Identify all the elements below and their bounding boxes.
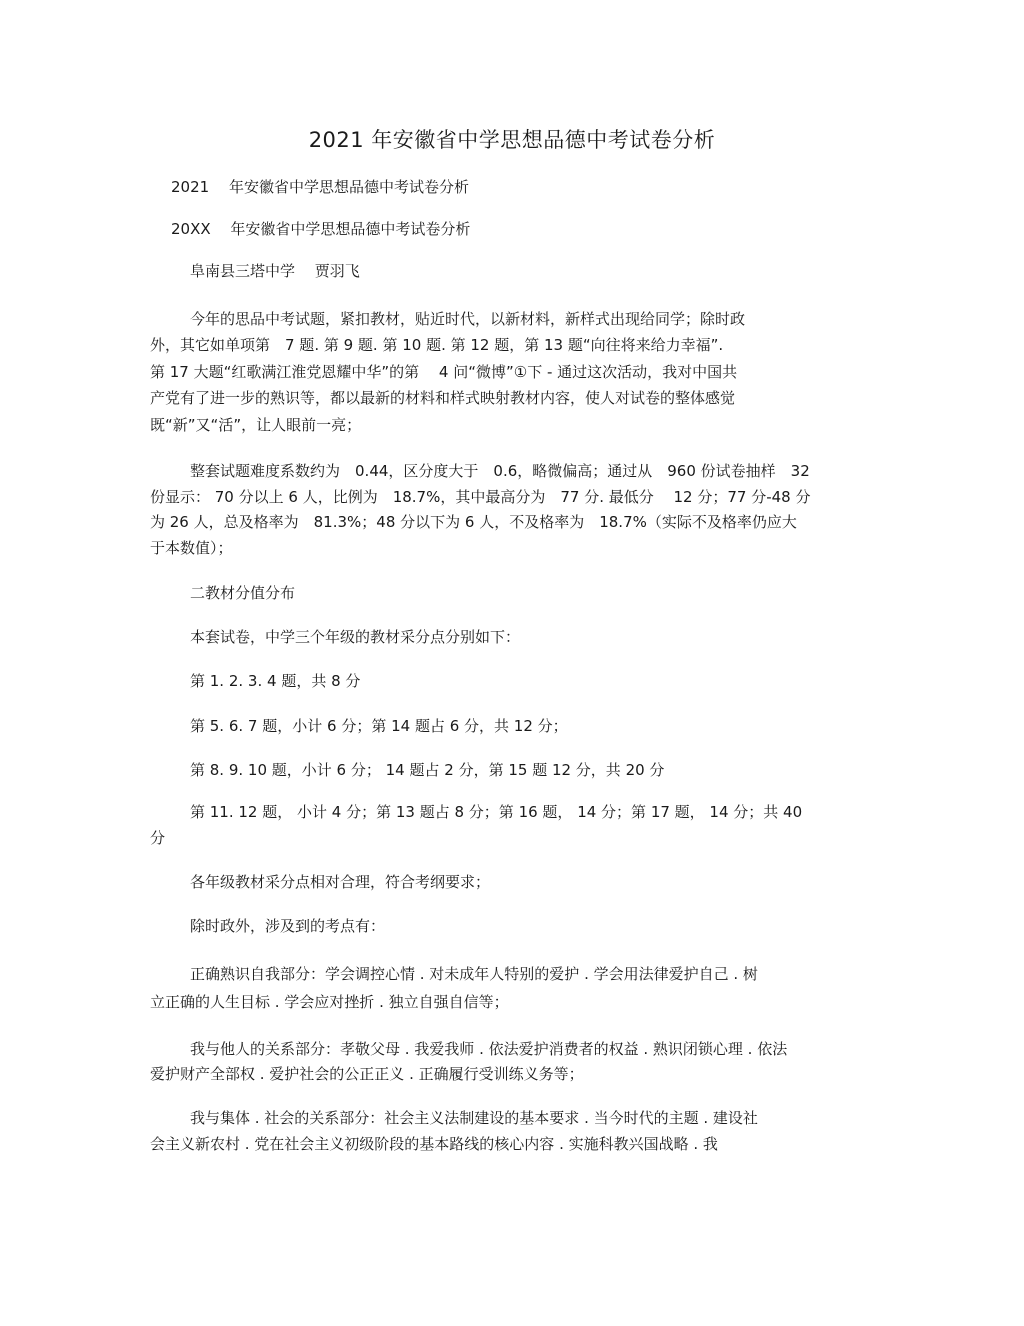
paragraph-line: 产党有了进一步的熟识等，都以最新的材料和样式映射教材内容，使人对试卷的整体感觉 <box>150 389 736 407</box>
paragraph-line: 外，其它如单项第 7 题. 第 9 题. 第 10 题. 第 12 题，第 13 题“向往将来给力幸福”. <box>150 336 724 354</box>
list-item: 第 11. 12 题， 小计 4 分；第 13 题占 8 分；第 16 题， 14 分；第 17 题， 14 分；共 40 <box>190 803 803 821</box>
list-item: 第 8. 9. 10 题，小计 6 分； 14 题占 2 分，第 15 题 12 分，共 20 分 <box>190 761 665 779</box>
paragraph-line: 爱护财产全部权 . 爱护社会的公正正义 . 正确履行受训练义务等； <box>150 1065 584 1083</box>
subtitle-line: 20XX 年安徽省中学思想品德中考试卷分析 <box>171 220 471 238</box>
paragraph-line: 既“新”又“活”，让人眼前一亮； <box>150 416 362 434</box>
paragraph-line: 本套试卷，中学三个年级的教材采分点分别如下： <box>190 628 521 646</box>
subtitle-line: 2021 年安徽省中学思想品德中考试卷分析 <box>171 178 469 196</box>
section-heading: 二教材分值分布 <box>190 584 296 602</box>
list-item: 第 1. 2. 3. 4 题，共 8 分 <box>190 672 361 690</box>
paragraph-line: 于本数值）； <box>150 539 233 557</box>
paragraph-line: 份显示： 70 分以上 6 人，比例为 18.7%，其中最高分为 77 分. 最低分 12 分；77 分-48 分 <box>150 488 811 506</box>
paragraph-line: 整套试题难度系数约为 0.44，区分度大于 0.6，略微偏高；通过从 960 份试卷抽样 32 <box>190 462 810 480</box>
list-item: 第 5. 6. 7 题，小计 6 分；第 14 题占 6 分，共 12 分； <box>190 717 568 735</box>
list-item: 分 <box>150 829 166 847</box>
paragraph-line: 今年的思品中考试题，紧扣教材，贴近时代，以新材料，新样式出现给同学；除时政 <box>190 310 746 328</box>
paragraph-line: 为 26 人，总及格率为 81.3%；48 分以下为 6 人，不及格率为 18.7%（实际不及格率仍应大 <box>150 513 797 531</box>
paragraph-line: 第 17 大题“红歌满江淮党恩耀中华”的第 4 问“微博”①下 - 通过这次活动，我对中国共 <box>150 363 738 381</box>
document-title: 2021 年安徽省中学思想品德中考试卷分析 <box>308 128 716 152</box>
paragraph-line: 我与他人的关系部分：孝敬父母 . 我爱我师 . 依法爱护消费者的权益 . 熟识闭锁心理 . 依法 <box>190 1040 788 1058</box>
paragraph-line: 除时政外，涉及到的考点有： <box>190 917 386 935</box>
paragraph-line: 立正确的人生目标 . 学会应对挫折 . 独立自强自信等； <box>150 993 509 1011</box>
author-line: 阜南县三塔中学 贾羽飞 <box>190 262 360 280</box>
paragraph-line: 会主义新农村 . 党在社会主义初级阶段的基本路线的核心内容 . 实施科教兴国战略 . 我 <box>150 1135 718 1153</box>
paragraph-line: 各年级教材采分点相对合理，符合考纲要求； <box>190 873 491 891</box>
paragraph-line: 我与集体 . 社会的关系部分：社会主义法制建设的基本要求 . 当今时代的主题 . 建设社 <box>190 1109 758 1127</box>
paragraph-line: 正确熟识自我部分：学会调控心情 . 对未成年人特别的爱护 . 学会用法律爱护自己 . 树 <box>190 965 758 983</box>
